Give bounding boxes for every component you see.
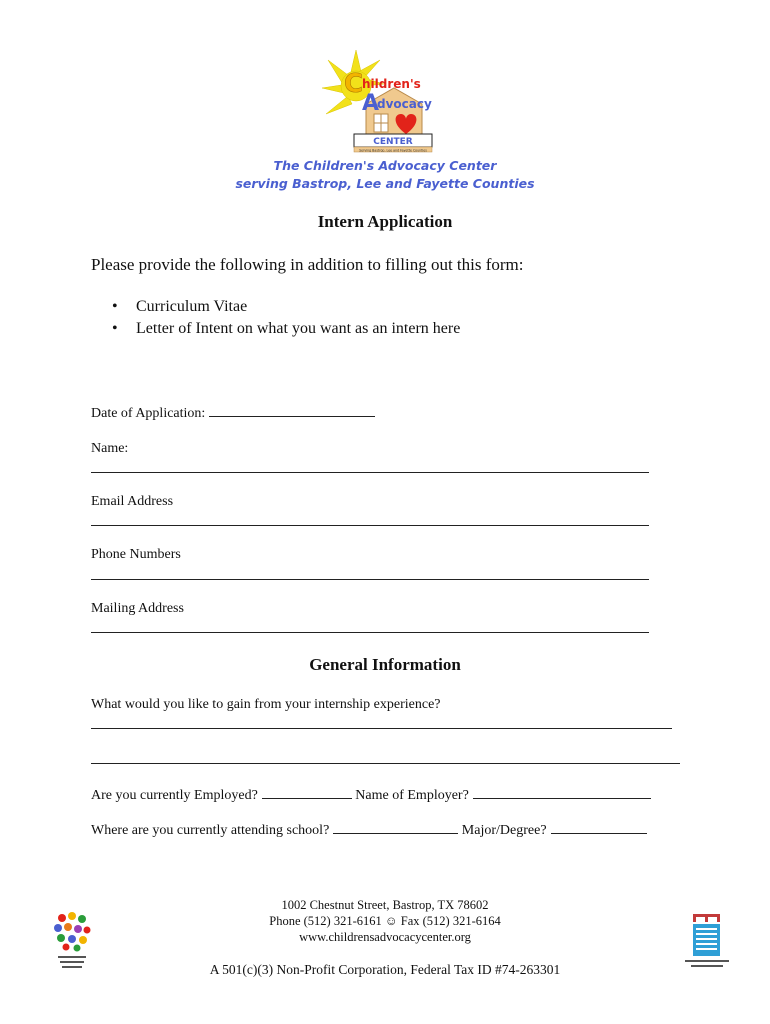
footer-website[interactable]: www.childrensadvocacycenter.org [299,930,471,944]
logo-banner-text: CENTER [373,137,413,147]
general-information-title: General Information [309,655,461,674]
date-of-application-label: Date of Application: [91,406,206,421]
employer-field[interactable] [473,786,651,799]
form-title: Intern Application [317,212,453,231]
list-item-text: Curriculum Vitae [136,298,248,315]
header-line-2: serving Bastrop, Lee and Fayette Counties [235,176,535,191]
header-line-1: The Children's Advocacy Center [273,158,497,173]
school-row [91,821,647,839]
date-of-application-field[interactable] [209,404,375,417]
employed-field[interactable] [262,786,352,799]
name-label: Name: [91,441,129,456]
bullet-icon: • [112,298,118,315]
email-field[interactable] [91,525,649,526]
mailing-address-field[interactable] [91,632,649,633]
form-intro: Please provide the following in addition to filling out this form: [91,255,524,274]
list-item [112,296,460,318]
school-field[interactable] [333,821,458,834]
employment-row [91,786,651,804]
footer-phone-fax: Phone (512) 321-6161 ☺ Fax (512) 321-6164 [269,914,501,928]
bullet-icon: • [112,320,118,337]
handprints-logo [52,910,92,970]
footer-address: 1002 Chestnut Street, Bastrop, TX 78602 [281,898,489,912]
email-label: Email Address [91,494,174,509]
logo-initial-a: A [362,91,380,116]
logo-graphic [322,48,450,153]
logo-initial-c: C [344,69,364,99]
major-label: Major/Degree? [461,823,547,838]
logo-word-advocacy: dvocacy [377,97,432,111]
employed-label: Are you currently Employed? [91,788,258,803]
school-label: Where are you currently attending school? [91,823,330,838]
required-documents-list [112,296,460,340]
major-field[interactable] [551,821,647,834]
name-field[interactable] [91,472,649,473]
employer-label: Name of Employer? [355,788,469,803]
childrens-advocacy-center-logo [322,48,450,153]
internship-gain-field-2[interactable] [91,763,680,764]
phone-label: Phone Numbers [91,547,181,562]
footer-nonprofit: A 501(c)(3) Non-Profit Corporation, Federal Tax ID #74-263301 [209,962,561,977]
accreditation-logo [683,912,731,970]
mailing-address-label: Mailing Address [91,601,184,616]
list-item [112,318,460,340]
internship-gain-field-1[interactable] [91,728,672,729]
logo-sub-text: Serving Bastrop, Lee and Fayette Counties [359,148,427,153]
phone-field[interactable] [91,579,649,580]
logo-word-childrens: hildren's [362,77,421,91]
list-item-text: Letter of Intent on what you want as an intern here [136,320,461,337]
date-of-application-row [91,404,375,422]
internship-gain-question: What would you like to gain from your internship experience? [91,697,441,712]
